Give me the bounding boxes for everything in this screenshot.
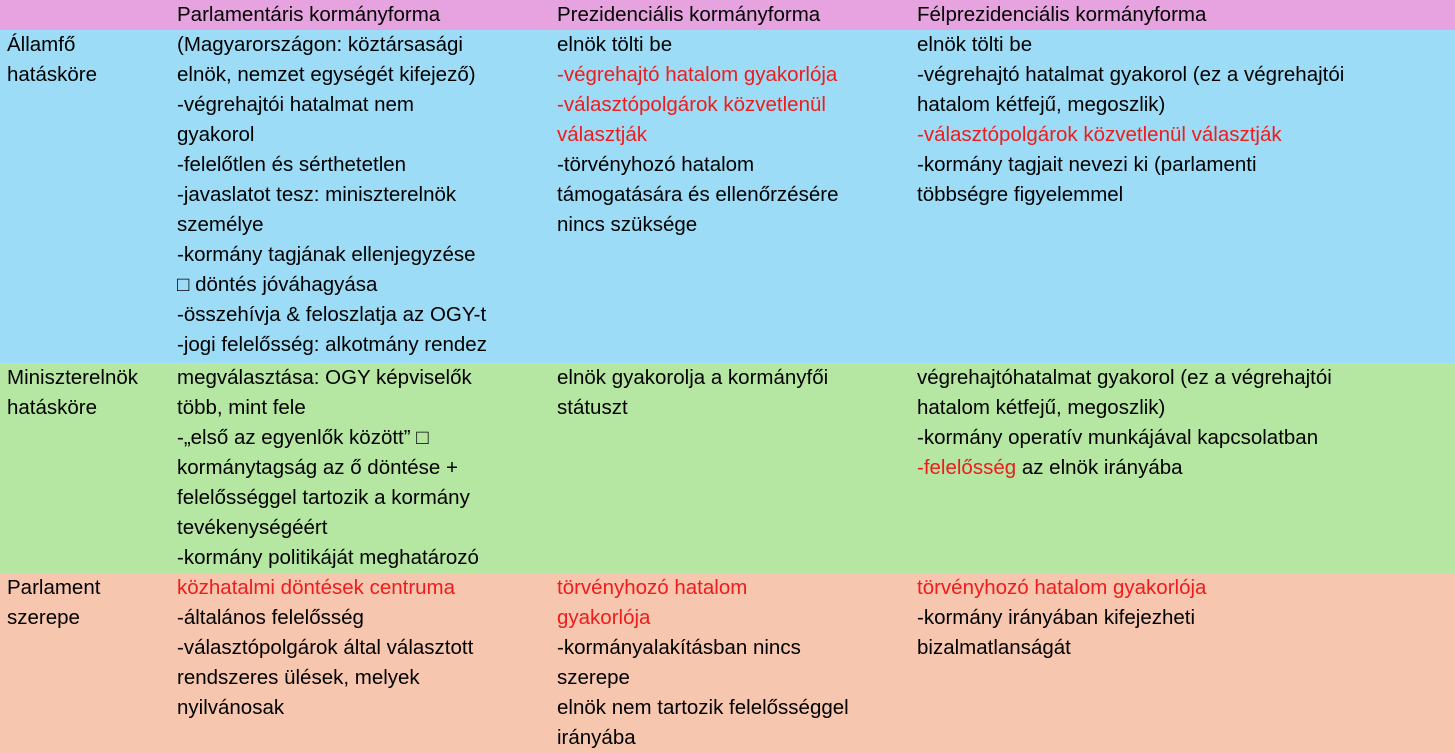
table-row-parlament xyxy=(0,573,1455,753)
header-corner xyxy=(0,0,172,30)
cell-felprezidencialis: végrehajtóhatalmat gyakorol (ez a végrehajtói hatalom kétfejű, megoszlik) -kormány operatív munkájával kapcsolatban -felelősség az elnök irányába xyxy=(912,363,1455,573)
row-label: Parlament szerepe xyxy=(0,573,172,753)
table-row-miniszterelnok xyxy=(0,363,1455,573)
row-label: Miniszterelnök hatásköre xyxy=(0,363,172,573)
cell-prezidencialis: elnök tölti be -végrehajtó hatalom gyakorlója -választópolgárok közvetlenül választják -törvényhozó hatalom támogatására és ellenőrzésére nincs szüksége xyxy=(552,30,912,363)
cell-parlamentaris: közhatalmi döntések centruma -általános felelősség -választópolgárok által választott rendszeres ülések, melyek nyilvánosak xyxy=(172,573,552,753)
row-label: Államfő hatásköre xyxy=(0,30,172,363)
mixed-line: -felelősség az elnök irányába xyxy=(917,456,1183,479)
cell-prezidencialis: törvényhozó hatalom gyakorlója -kormányalakításban nincs szerepe elnök nem tartozik felelősséggel irányába xyxy=(552,573,912,753)
header-parlamentaris: Parlamentáris kormányforma xyxy=(172,0,552,30)
header-felprezidencialis: Félprezidenciális kormányforma xyxy=(912,0,1455,30)
header-prezidencialis: Prezidenciális kormányforma xyxy=(552,0,912,30)
table-row-allamfo xyxy=(0,30,1455,363)
cell-parlamentaris: megválasztása: OGY képviselők több, mint fele -„első az egyenlők között” □ kormánytagság az ő döntése + felelősséggel tartozik a kormány tevékenységéért -kormány politikáját meghatározó xyxy=(172,363,552,573)
cell-felprezidencialis: törvényhozó hatalom gyakorlója -kormány irányában kifejezheti bizalmatlanságát xyxy=(912,573,1455,753)
header-row xyxy=(0,0,1455,30)
cell-parlamentaris: (Magyarországon: köztársasági elnök, nemzet egységét kifejező) -végrehajtói hatalmat nem gyakorol -felelőtlen és sérthetetlen -javaslatot tesz: miniszterelnök személye -kormány tagjának ellenjegyzése □ döntés jóváhagyása -összehívja & feloszlatja az OGY-t -jogi felelősség: alkotmány rendez xyxy=(172,30,552,363)
cell-prezidencialis: elnök gyakorolja a kormányfői státuszt xyxy=(552,363,912,573)
cell-felprezidencialis: elnök tölti be -végrehajtó hatalmat gyakorol (ez a végrehajtói hatalom kétfejű, megoszlik) -választópolgárok közvetlenül választják -kormány tagjait nevezi ki (parlamenti többségre figyelemmel xyxy=(912,30,1455,363)
